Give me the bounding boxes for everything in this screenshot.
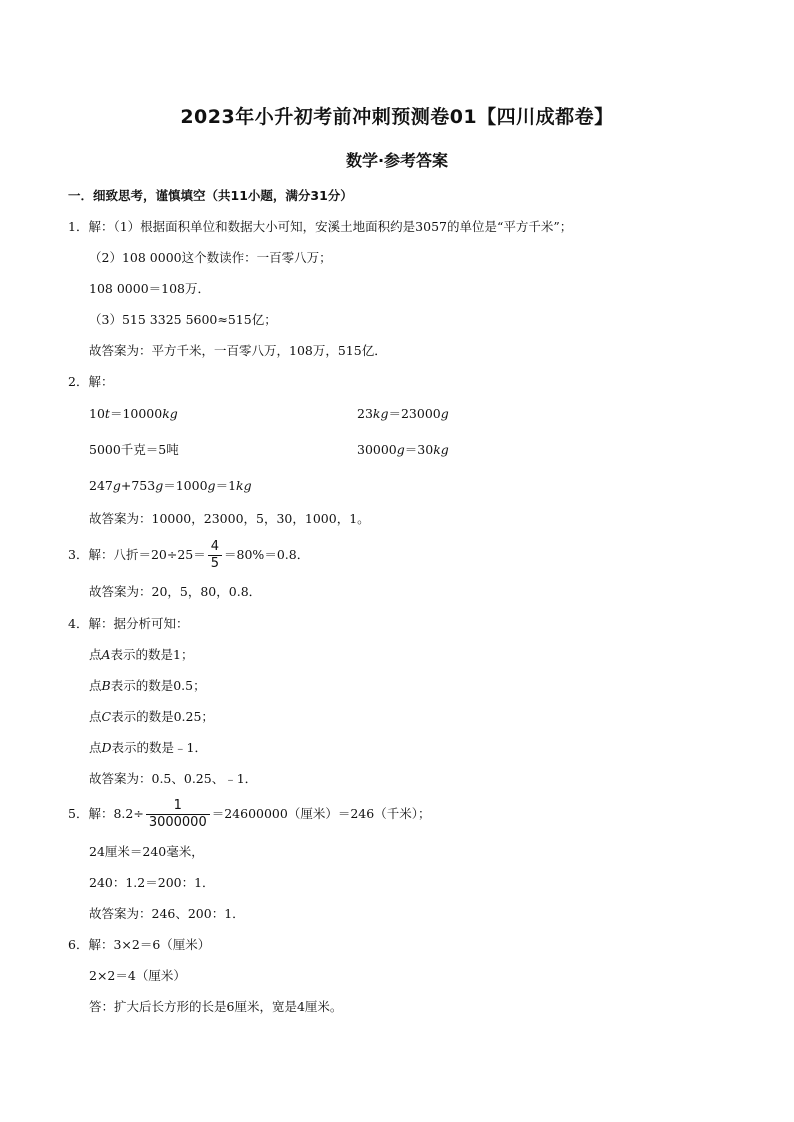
q2-eq-c: 5000千克＝5吨 [89,442,179,457]
q2-eq-b-unit2: g [440,406,449,421]
q4-b-var: B [101,678,111,693]
q6-line-2: 2×2＝4（厘米） [89,968,186,983]
q4-answer: 故答案为：0.5、0.25、﹣1． [89,771,258,786]
q2-eq-a-unit1: t [104,406,110,421]
q2-eq-e-p1: 247 [89,478,113,493]
q1-answer: 故答案为：平方千米，一百零八万，108万，515亿． [89,343,387,358]
q5-answer: 故答案为：246、200：1． [89,906,245,921]
q4-point-b [89,677,206,695]
page-title: 2023年小升初考前冲刺预测卷01【四川成都卷】 [180,106,614,128]
q2-eq-d-unit2: kg [433,442,449,457]
q1-line-3: 108 0000＝108万． [89,281,211,296]
q4-line-0: 4．解：据分析可知： [68,616,189,631]
q3-frac-denominator: 5 [210,556,220,571]
q2-eq-b [357,405,449,423]
q4-point-d [89,739,207,757]
q1-line-2: （2）108 0000这个数读作：一百零八万； [89,250,332,265]
q4-b-post: 表示的数是0.5； [110,678,206,693]
q2-eq-b-unit1: kg [372,406,389,421]
q2-eq-e-u1: g [112,478,121,493]
q2-eq-e-p2: +753 [120,478,156,493]
q5-frac-numerator: 1 [146,798,210,815]
q2-eq-e [89,477,252,495]
q5-pre: 5．解：8.2÷ [68,806,144,821]
q4-point-a [89,646,194,664]
q4-c-var: C [101,709,112,724]
q2-eq-d-unit1: g [396,442,405,457]
q4-a-pre: 点 [89,647,102,662]
page-subtitle: 数学·参考答案 [345,151,449,170]
q5-line-1 [68,797,430,831]
q3-line-1 [68,538,309,572]
q2-eq-e-u2: g [155,478,164,493]
q4-d-pre: 点 [89,740,102,755]
q2-eq-d [357,441,449,459]
q3-post: ＝80%＝0.8． [224,547,310,562]
q5-frac-denominator: 3000000 [148,815,207,830]
q2-eq-e-p4: ＝1 [215,478,237,493]
q3-frac-numerator: 4 [208,539,222,556]
q4-c-pre: 点 [89,709,102,724]
q2-answer: 故答案为：10000，23000，5，30，1000，1。 [89,511,370,526]
q1-line-1: 1．解：（1）根据面积单位和数据大小可知，安溪土地面积约是3057的单位是“平方千米”； [68,219,573,234]
q4-d-var: D [101,740,112,755]
q6-line-1: 6．解：3×2＝6（厘米） [68,937,211,952]
q2-eq-d-num: 30000 [357,442,397,457]
q1-line-4: （3）515 3325 5600≈515亿； [89,312,277,327]
q5-post: ＝24600000（厘米）＝246（千米）； [211,806,431,821]
q2-eq-e-u4: kg [236,478,252,493]
q2-eq-a-mid: ＝10000 [109,406,163,421]
q3-pre: 3．解：八折＝20÷25＝ [68,547,206,562]
q4-c-post: 表示的数是0.25； [111,709,214,724]
q2-eq-b-mid: ＝23000 [388,406,441,421]
q5-fraction [146,798,210,831]
q2-eq-d-mid: ＝30 [404,442,434,457]
q2-eq-a [89,405,178,423]
q4-point-c [89,708,214,726]
q2-line-0: 2．解： [68,374,114,389]
q2-eq-b-num: 23 [357,406,373,421]
q2-eq-e-p3: ＝1000 [163,478,208,493]
q3-answer: 故答案为：20，5，80，0.8． [89,584,262,599]
q3-fraction [208,539,222,572]
q6-answer: 答：扩大后长方形的长是6厘米，宽是4厘米。 [89,999,343,1014]
q2-eq-a-unit2: kg [162,406,178,421]
q4-b-pre: 点 [89,678,102,693]
q4-a-post: 表示的数是1； [110,647,194,662]
q4-d-post: 表示的数是﹣1． [111,740,208,755]
q2-eq-e-u3: g [207,478,216,493]
q2-eq-a-num: 10 [89,406,105,421]
q5-line-3: 240：1.2＝200：1． [89,875,215,890]
section-heading: 一．细致思考，谨慎填空（共11小题，满分31分） [68,188,353,203]
q5-line-2: 24厘米＝240毫米， [89,844,204,859]
q4-a-var: A [101,647,111,662]
